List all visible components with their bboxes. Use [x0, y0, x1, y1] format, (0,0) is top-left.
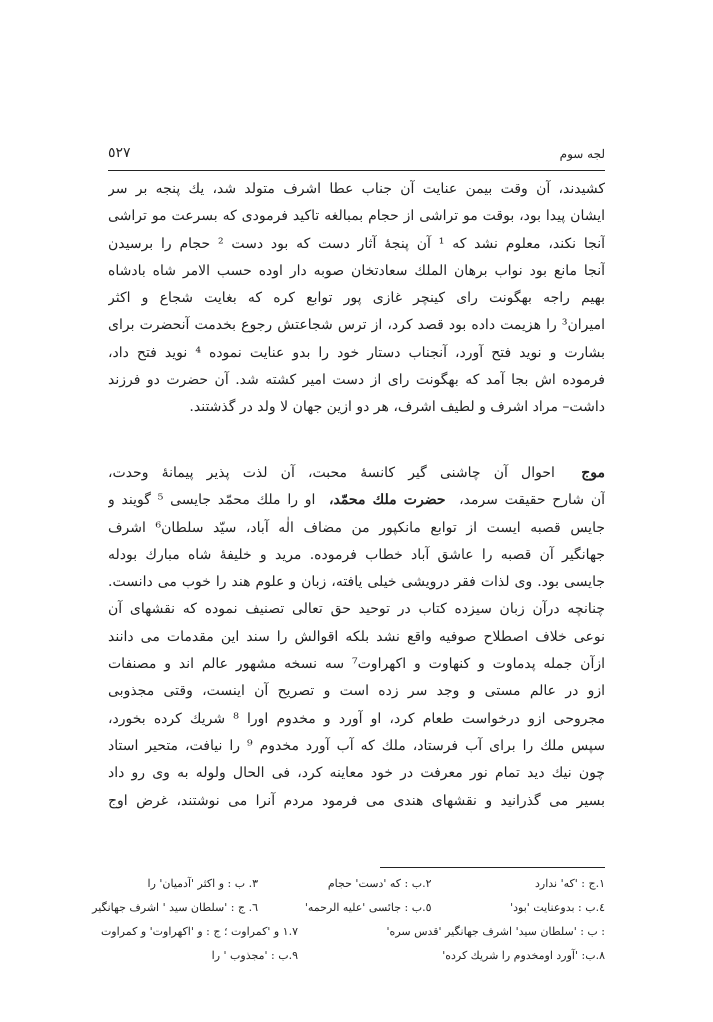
text-line: چنانچه درآن زبان سیزده کتاب در توحید حق تعالی تصنیف نموده که نقشهای آن — [108, 601, 605, 618]
text-line — [108, 487, 605, 514]
text-line: داشت– مراد اشرف و لطیف اشرف، هر دو ازین جهان لا ولد در گذشتند. — [189, 399, 605, 416]
footnote: ١.ج : 'که' ندارد — [535, 877, 605, 890]
text-line: نوعی خلاف اصطلاح صوفیه واقع نشد بلکه اقوالش را سند این مقدمات می دانند — [108, 628, 605, 645]
text-line: مجروحی ازو درخواست طعام کرد، او آورد و مخدوم اورا ⁸ شریك کرده بخورد، — [108, 710, 605, 727]
footnote: ٤.ب : بدوعنایت 'بود' — [510, 901, 605, 914]
footnote-rule — [380, 867, 605, 868]
text-line: بسیر می گذرانید و نقشهای هندی می فرمود مردم آنرا می نوشتند، غرض اوج — [108, 792, 605, 809]
running-title: لجه سوم — [559, 147, 605, 161]
page-number: ٥٢٧ — [108, 145, 131, 161]
bold-name: حضرت ملك محمّد، — [328, 492, 446, 509]
text-fragment: آن شارح حقیقت سرمد، — [459, 492, 605, 509]
footnote: ٨.ب: 'آورد اومخدوم را شریك کرده' — [442, 949, 605, 962]
text-line: آنجا نکند، معلوم نشد که ¹ آن پنجهٔ آثار دست که بود دست ² حجام را برسیدن — [108, 235, 605, 252]
footnote: ٥.ب : جائسی 'علیه الرحمه' — [304, 901, 432, 914]
text-line: سپس ملك را برای آب فرستاد، ملك که آب آورد مخدوم ⁹ را نیافت، متحیر استاد — [108, 737, 605, 754]
text-line — [108, 460, 605, 487]
text-line: بهیم راجه بهگونت رای کینچر غازی پور توابع کره که بغایت شجاع و اکثر — [108, 290, 605, 307]
paragraph-1 — [108, 176, 605, 422]
text-line: بشارت و نوید فتح آورد، آنجناب دستار خود را بدو عنایت نموده ⁴ نوید فتح داد، — [108, 344, 605, 361]
text-fragment: او را ملك محمّد جایسی ⁵ گویند و — [108, 492, 316, 509]
footnote: ٩.ب : 'مجذوب ' را — [211, 949, 298, 962]
footnote-row — [92, 896, 605, 920]
text-line: جهانگیر آن قصبه را عاشق آباد خطاب فرموده. مرید و خلیفهٔ شاه مبارك بودله — [108, 546, 605, 563]
footnote-row — [108, 872, 605, 896]
paragraph-2 — [108, 460, 605, 815]
text-line: جایسی بود. وی لذات فقر درویشی خیلی یافته، زبان و علوم هند را خوب می دانست. — [108, 574, 605, 591]
text-line: ازآن جمله پدماوت و کنهاوت و اکهراوت⁷ سه نسخه مشهور عالم اند و مصنفات — [108, 656, 605, 673]
text-line: چون نیك دید تمام نور معرفت در خود معاینه کرد، فی الحال ولوله به وی رو داد — [108, 765, 605, 782]
footnote: ٣. ب : و اکثر 'آدمیان' را — [147, 877, 258, 890]
footnote: ١.٧ و 'کمراوت ؛ ج : و 'اکهراوت' و کمراوت — [100, 925, 298, 938]
footnote: ٢.ب : که 'دست' حجام — [327, 877, 432, 890]
text-line: امیران³ را هزیمت داده بود قصد کرد، از ترس شجاعتش رجوع بخدمت آنحضرت برای — [108, 317, 605, 334]
page-header — [108, 145, 605, 167]
footnote-row — [108, 944, 605, 968]
text-line: ایشان پیدا بود، بوقت مو تراشی از حجام بمبالغه تاکید فرمودی که بسرعت مو تراشی — [108, 208, 605, 225]
text-line: کشیدند، آن وقت بیمن عنایت آن جناب عطا اشرف متولد شد، یك پنجه بر سر — [108, 181, 605, 197]
footnote: : ب : 'سلطان سید' اشرف جهانگیر 'قدس سره' — [386, 925, 605, 938]
section-lead: موج — [581, 465, 605, 481]
text-line: ازو در عالم مستی و وجد سر زده است و تصریح آن اینست، وقتی مجذوبی — [108, 683, 605, 700]
text-line: آنجا مانع بود نواب برهان الملك سعادتخان صوبه دار اوده حسب الامر شاه بادشاه — [108, 262, 605, 279]
text-line: فرموده اش بجا آمد که بهگونت رای از دست امیر کشته شد. آن حضرت دو فرزند — [108, 372, 605, 389]
footnotes — [92, 872, 605, 968]
text-fragment: احوال آن چاشنی گیر کانسهٔ محبت، آن لذت پذیر پیمانهٔ وحدت، — [108, 465, 555, 481]
footnote: ٦. ج : 'سلطان سید ' اشرف جهانگیر — [92, 901, 258, 914]
header-rule — [108, 170, 605, 171]
text-line: جایس قصبه ایست از توابع مانکپور من مضاف الٰه آباد، سیّد سلطان⁶ اشرف — [108, 519, 605, 536]
footnote-row — [100, 920, 605, 944]
